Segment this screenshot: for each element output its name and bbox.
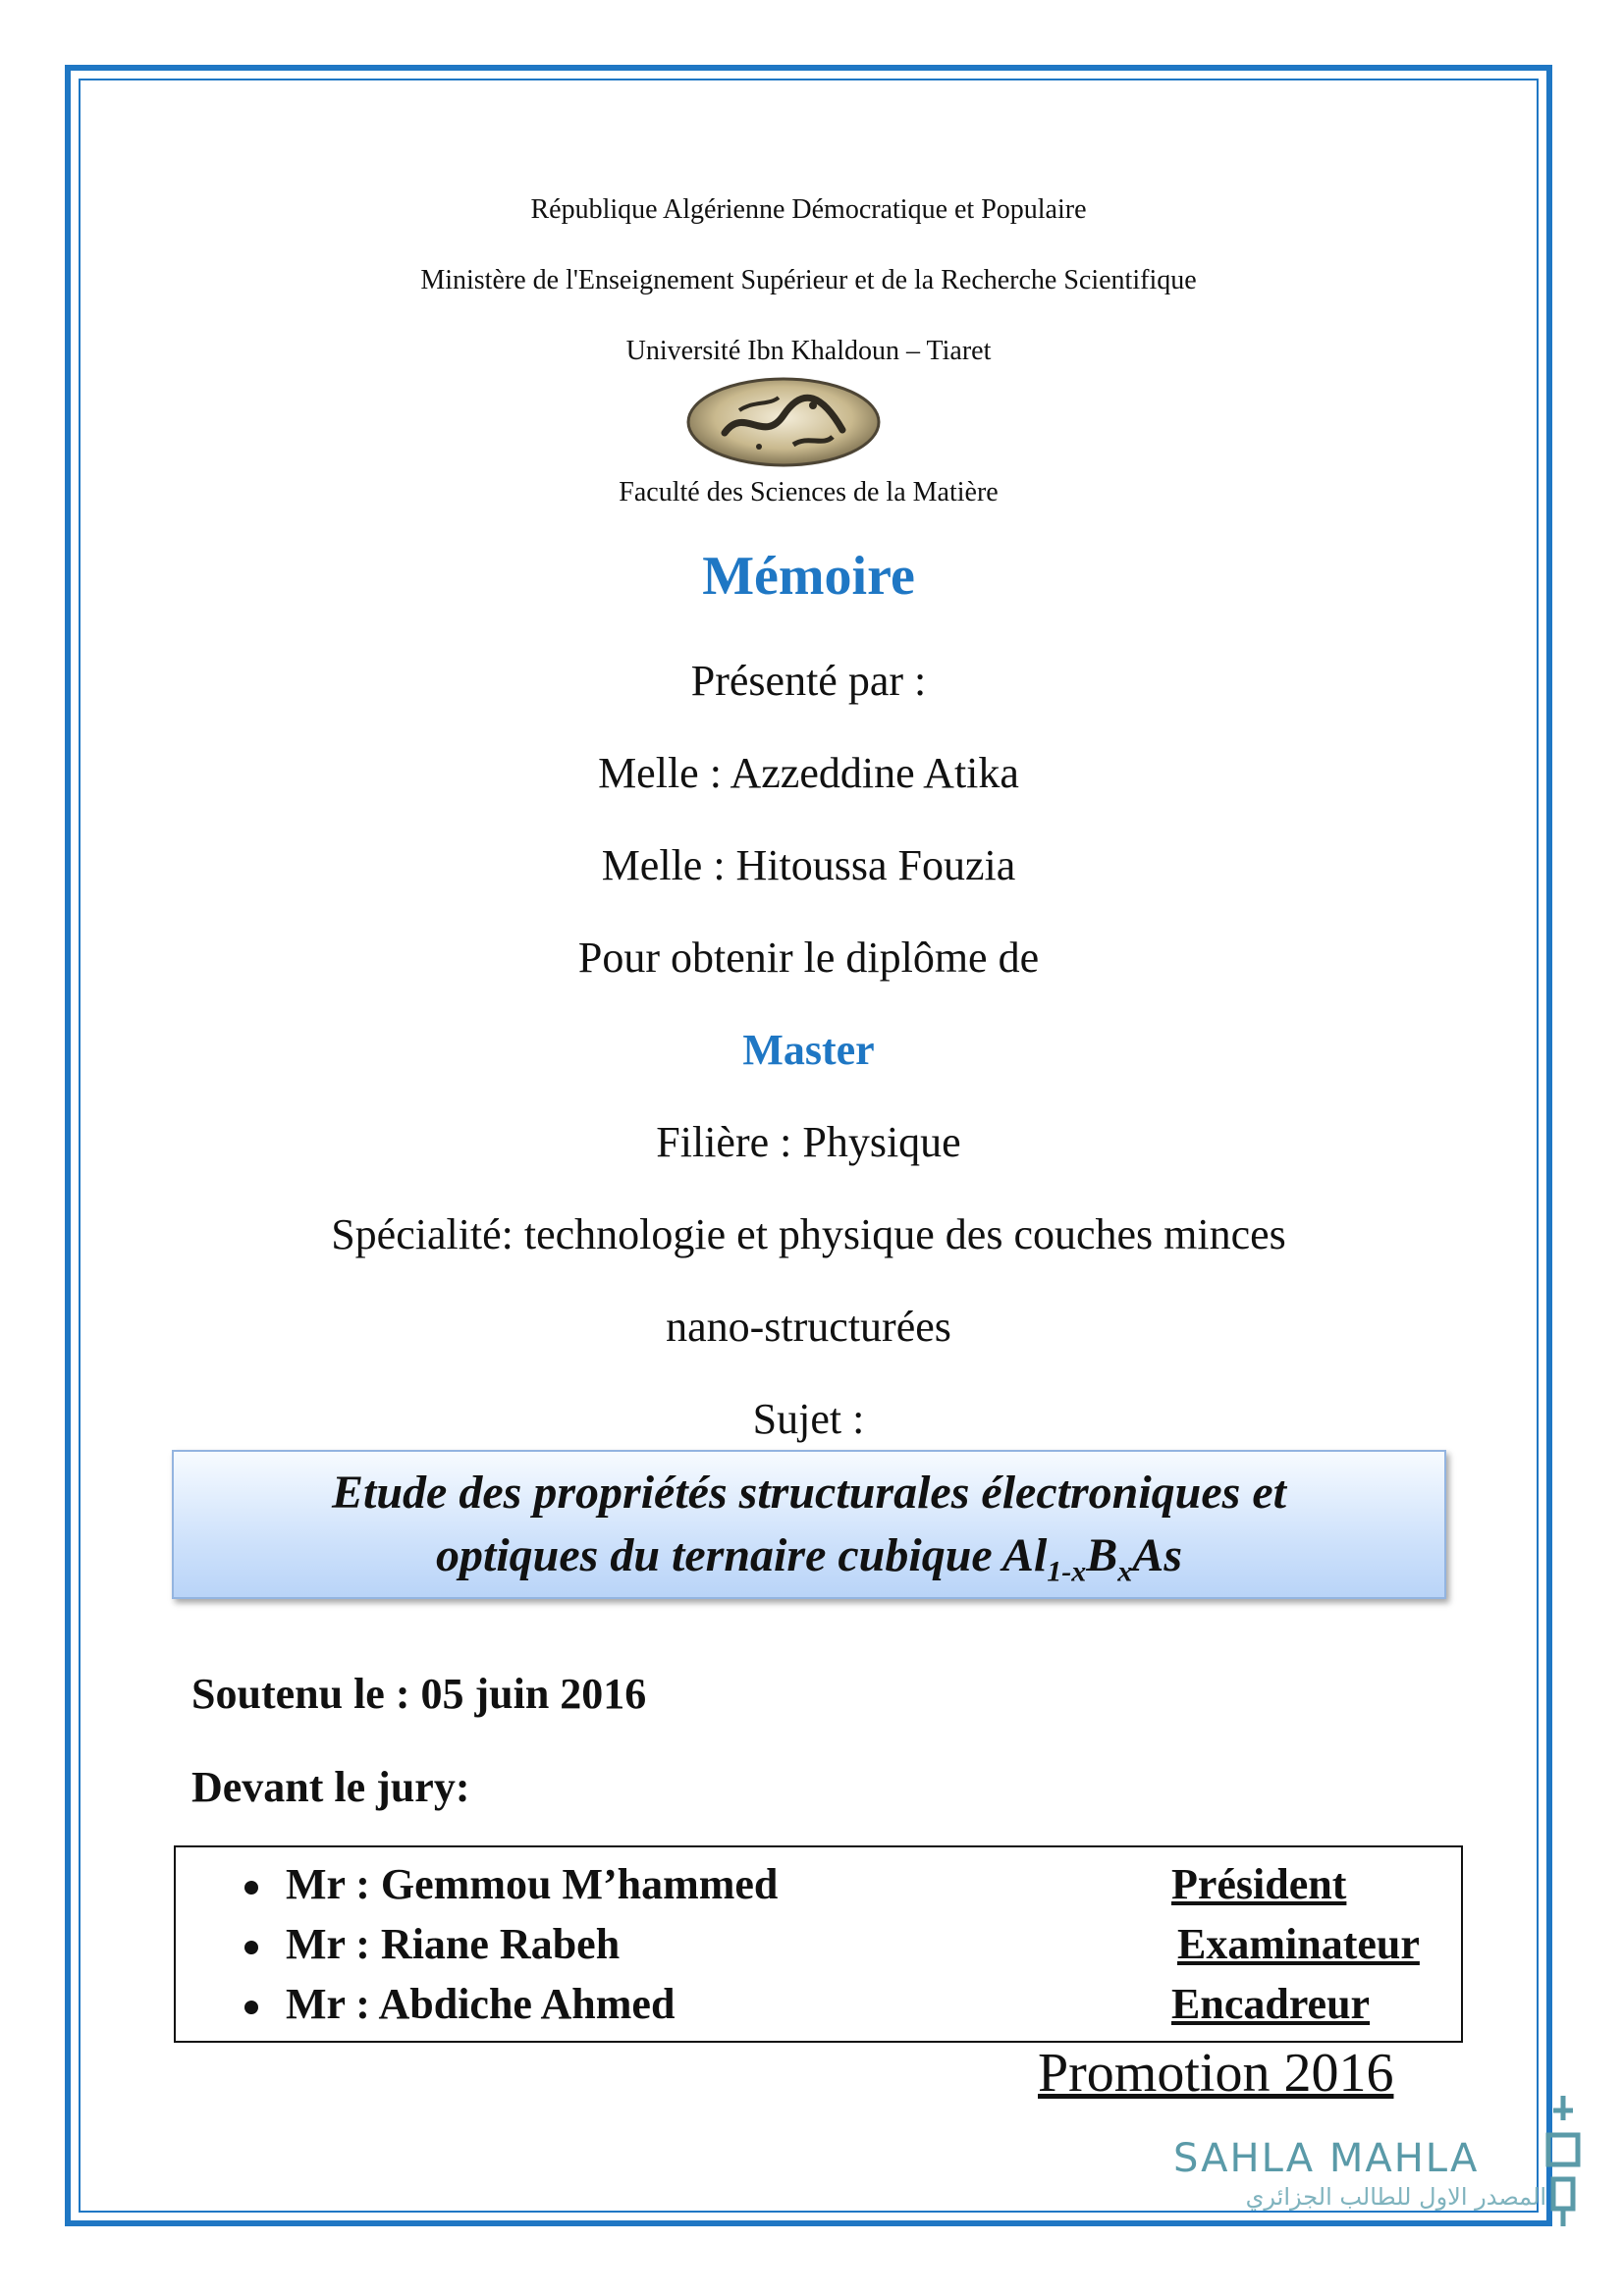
subscript-x: x <box>1117 1555 1133 1588</box>
bullet-icon <box>244 1941 258 1954</box>
faculty-line: Faculté des Sciences de la Matière <box>619 477 999 507</box>
republic-line: République Algérienne Démocratique et Populaire <box>530 194 1087 225</box>
specialty-line-2: nano-structurées <box>666 1303 951 1351</box>
subject-line-2-text: optiques du ternaire cubique Al <box>435 1529 1048 1581</box>
subject-line-2 <box>174 1524 1444 1604</box>
subject-box <box>172 1450 1446 1599</box>
subscript-1-x: 1-x <box>1047 1555 1087 1588</box>
jury-row <box>176 1859 1461 1918</box>
university-logo <box>685 376 882 468</box>
document-type-title: Mémoire <box>702 546 915 607</box>
promotion-year: Promotion 2016 <box>1038 2043 1394 2104</box>
calligraphy-logo-icon <box>1539 2091 1588 2228</box>
defense-date: Soutenu le : 05 juin 2016 <box>191 1670 647 1718</box>
author-1: Melle : Azzeddine Atika <box>598 749 1019 797</box>
subject-label: Sujet : <box>752 1395 865 1443</box>
jury-member-name: Mr : Riane Rabeh <box>286 1920 621 1968</box>
field-line: Filière : Physique <box>656 1118 961 1166</box>
jury-label: Devant le jury: <box>191 1763 470 1811</box>
diploma-name: Master <box>742 1026 875 1074</box>
jury-member-name: Mr : Gemmou M’hammed <box>286 1860 779 1908</box>
jury-row <box>176 1919 1461 1978</box>
watermark-tagline: المصدر الاول للطالب الجزائري <box>1245 2183 1546 2211</box>
subject-element-b: B <box>1086 1529 1118 1581</box>
presented-by: Présenté par : <box>690 657 927 705</box>
jury-member-role: Encadreur <box>1171 1980 1371 2028</box>
subject-line-1: Etude des propriétés structurales électroniques et <box>332 1467 1286 1519</box>
jury-table <box>174 1845 1463 2043</box>
jury-member-role: Président <box>1171 1860 1347 1908</box>
diploma-intro: Pour obtenir le diplôme de <box>577 934 1040 982</box>
university-line: Université Ibn Khaldoun – Tiaret <box>625 336 992 366</box>
sahla-mahla-watermark <box>1173 2126 1586 2234</box>
jury-member-role: Examinateur <box>1177 1920 1420 1968</box>
jury-row <box>176 1979 1461 2038</box>
watermark-brand: SAHLA MAHLA <box>1173 2136 1480 2181</box>
jury-member-name: Mr : Abdiche Ahmed <box>286 1980 676 2028</box>
ministry-line: Ministère de l'Enseignement Supérieur et de la Recherche Scientifique <box>420 265 1197 295</box>
bullet-icon <box>244 2001 258 2014</box>
subject-element-as: As <box>1132 1529 1182 1581</box>
specialty-line-1: Spécialité: technologie et physique des couches minces <box>331 1210 1286 1258</box>
bullet-icon <box>244 1881 258 1895</box>
author-2: Melle : Hitoussa Fouzia <box>601 841 1016 889</box>
